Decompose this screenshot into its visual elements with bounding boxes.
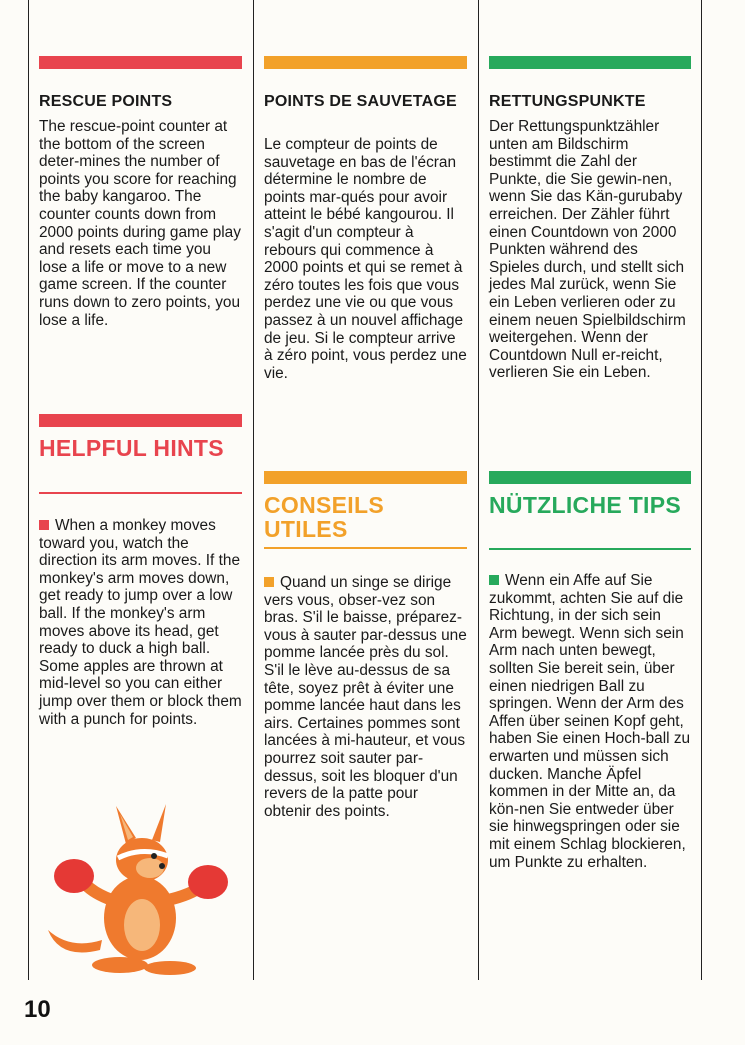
french-rescue-text: Le compteur de points de sauvetage en bas de l'écran détermine le nombre de points mar-qués pour avoir atteint le bébé kangourou. Il s'agit d'un compteur à rebours qui commence à 2000 points et qui se remet à zéro toutes les fois que vous perdez une vie ou que vous passez à un nouvel affichage de jeu. Si le compteur arrive à zéro point, vous perdez une vie. <box>264 136 467 382</box>
german-hints-text: Wenn ein Affe auf Sie zukommt, achten Sie auf die Richtung, in der sich sein Arm bewegt. Wenn sich sein Arm nach unten bewegt, sollten Sie bereit sein, über einen niedrigen Ball zu springen. Wenn der Arm des Affen über seinen Kopf geht, haben Sie einen Hoch-ball zu erwarten und müssen sich ducken. Manche Äpfel kommen in der Mitte an, da kön-nen Sie entweder über sie hinwegspringen oder sie mit einem Schlag blockieren, um Punkte zu erhalten. <box>489 572 691 871</box>
bullet-square-icon <box>264 577 274 587</box>
french-hints-title: CONSEILS UTILES <box>264 492 384 542</box>
german-rescue-text: Der Rettungspunktzähler unten am Bildschirm bestimmt die Zahl der Punkte, die Sie gewin-nen, wenn Sie das Kän-gurubaby erreichen. Der Zähler führt einen Countdown von 2000 Punkten während des Spieles durch, und stellt sich jedes Mal zurück, wenn Sie ein Leben verlieren oder zu einem neuen Spielbildschirm weitergehen. Wenn der Countdown Null er-reicht, verlieren Sie ein Leben. <box>489 118 686 382</box>
french-column <box>253 0 477 980</box>
english-rescue-bar <box>39 56 242 69</box>
french-hints-text: Quand un singe se dirige vers vous, obser-vez son bras. S'il le baisse, préparez-vous à sauter par-dessus une pomme lancée près du sol. S'il le lève au-dessus de sa tête, soyez prêt à éviter une pomme lancée haut dans les airs. Certaines pommes sont lancées à mi-hauteur, et vous pourrez soit sauter par-dessus, soit les bloquer d'un revers de la patte pour obtenir des points. <box>264 574 467 820</box>
german-hints-paragraph <box>489 572 691 871</box>
german-rescue-title: RETTUNGSPUNKTE <box>489 93 646 110</box>
bullet-square-icon <box>39 520 49 530</box>
german-hints-bar <box>489 471 691 484</box>
english-rescue-text: The rescue-point counter at the bottom of the screen deter-mines the number of points you score for reaching the baby kangaroo. The counter counts down from 2000 points during game play and resets each time you lose a life or move to a new game screen. If the counter runs down to zero points, you lose a life. <box>39 118 241 329</box>
german-hints-rule <box>489 548 691 550</box>
english-hints-title: HELPFUL HINTS <box>39 435 224 461</box>
english-rescue-title: RESCUE POINTS <box>39 93 173 110</box>
french-hints-bar <box>264 471 467 484</box>
german-column <box>478 0 702 980</box>
german-rescue-bar <box>489 56 691 69</box>
bullet-square-icon <box>489 575 499 585</box>
german-hints-title: NÜTZLICHE TIPS <box>489 492 682 518</box>
boxing-kangaroo-icon <box>40 800 240 980</box>
french-hints-rule <box>264 547 467 549</box>
page-number: 10 <box>24 996 51 1023</box>
french-rescue-title: POINTS DE SAUVETAGE <box>264 93 457 110</box>
english-hints-bar <box>39 414 242 427</box>
english-hints-paragraph <box>39 517 242 728</box>
french-hints-paragraph <box>264 574 467 820</box>
french-rescue-bar <box>264 56 467 69</box>
english-hints-rule <box>39 492 242 494</box>
english-hints-text: When a monkey moves toward you, watch the direction its arm moves. If the monkey's arm moves down, get ready to jump over a low ball. If the monkey's arm moves above its head, get ready to duck a high ball. Some apples are thrown at mid-level so you can either jump over them or block them with a punch for points. <box>39 517 242 728</box>
